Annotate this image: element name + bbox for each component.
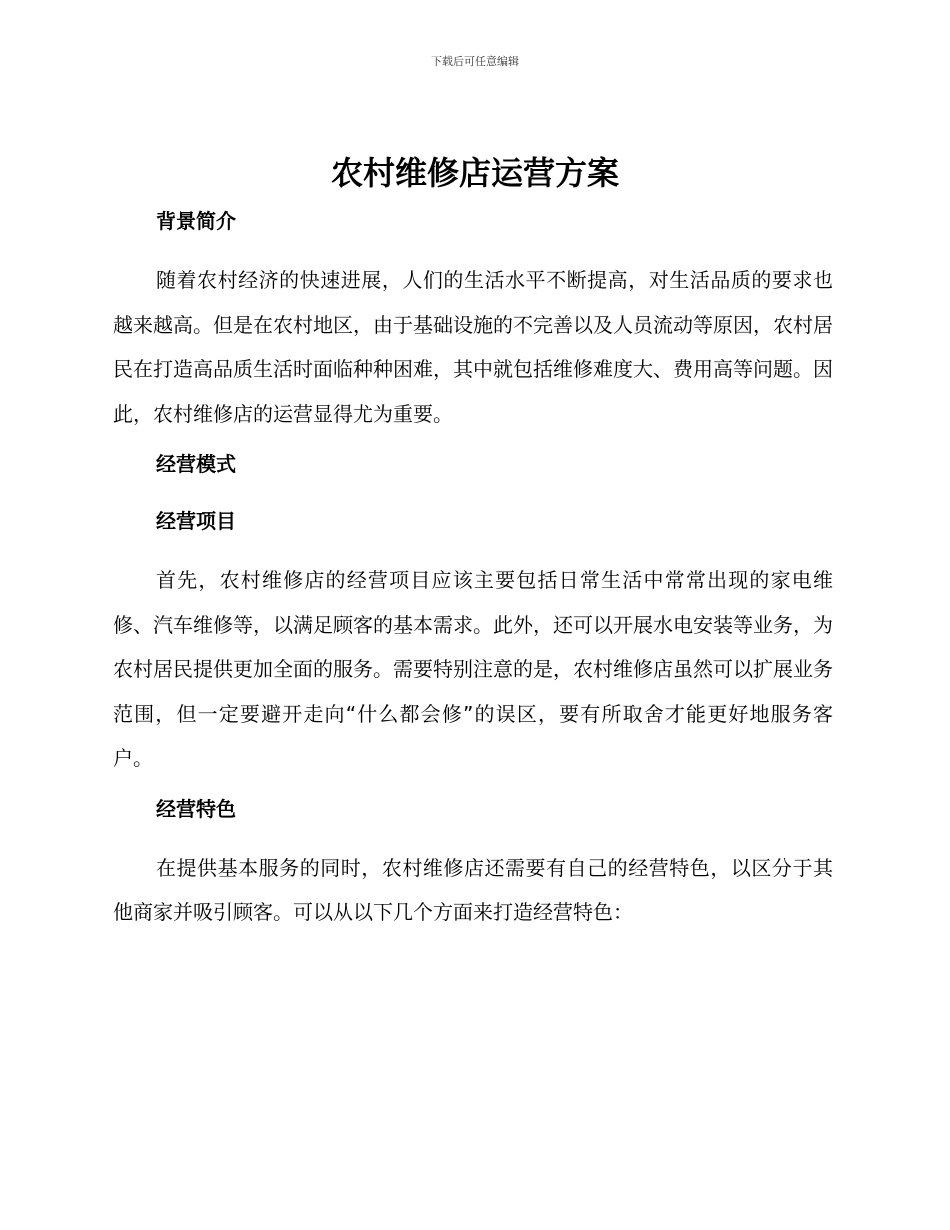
paragraph-business-features: 在提供基本服务的同时，农村维修店还需要有自己的经营特色，以区分于其他商家并吸引顾客。可以从以下几个方面来打造经营特色：	[113, 855, 833, 924]
heading-business-items: 经营项目	[156, 509, 236, 533]
heading-background: 背景简介	[156, 209, 236, 233]
document-body	[113, 203, 833, 935]
page-header-note: 下载后可任意编辑	[431, 55, 519, 68]
document-title: 农村维修店运营方案	[330, 154, 619, 192]
paragraph-business-items: 首先，农村维修店的经营项目应该主要包括日常生活中常常出现的家电维修、汽车维修等，以满足顾客的基本需求。此外，还可以开展水电安装等业务，为农村居民提供更加全面的服务。需要特别注意的是，农村维修店虽然可以扩展业务范围，但一定要避开走向“什么都会修”的误区，要有所取舍才能更好地服务客户。	[113, 568, 833, 770]
paragraph-background: 随着农村经济的快速进展，人们的生活水平不断提高，对生活品质的要求也越来越高。但是在农村地区，由于基础设施的不完善以及人员流动等原因，农村居民在打造高品质生活时面临种种困难，其中就包括维修难度大、费用高等问题。因此，农村维修店的运营显得尤为重要。	[113, 268, 833, 426]
heading-business-features: 经营特色	[156, 796, 236, 821]
heading-business-model: 经营模式	[156, 452, 236, 476]
